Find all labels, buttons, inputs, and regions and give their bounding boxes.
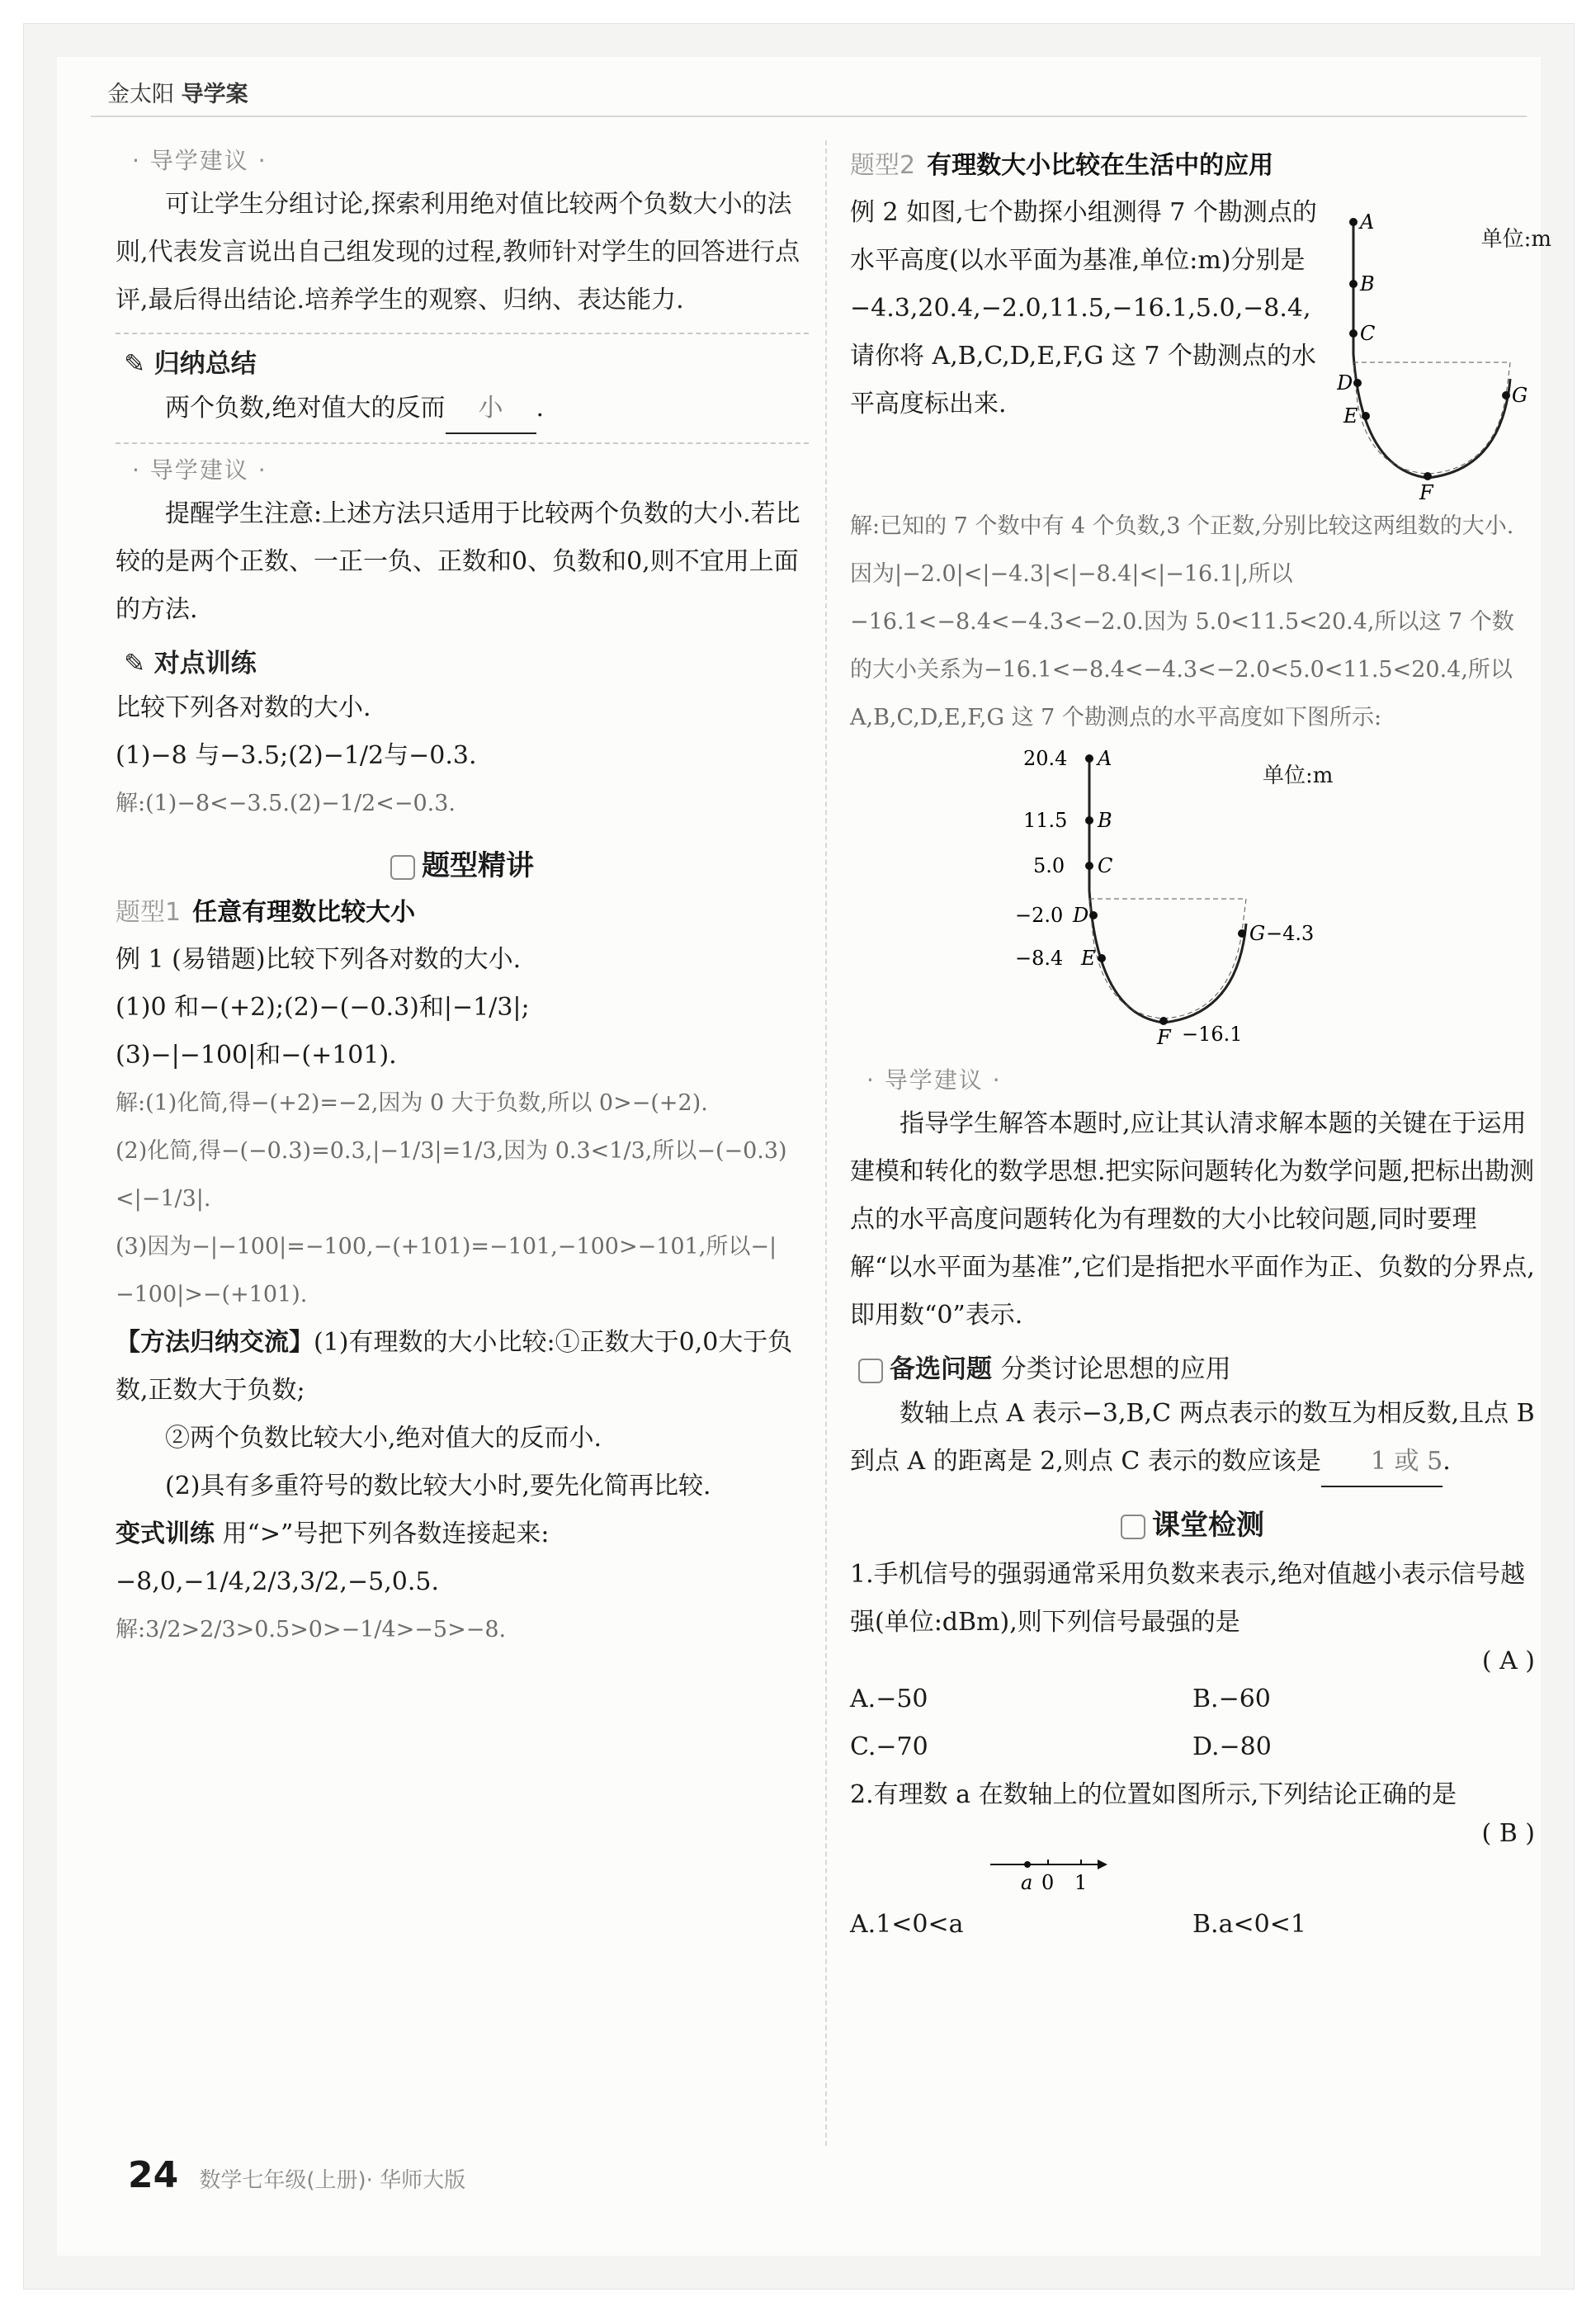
value-e: −8.4: [1015, 947, 1064, 970]
section-icon: [390, 855, 415, 880]
type1-heading: [116, 891, 809, 928]
point-a: [1349, 218, 1358, 226]
drill-solution: 解:(1)−8<−3.5.(2)−1/2<−0.3.: [116, 791, 456, 816]
terrain-curve: [1353, 222, 1510, 478]
question1-answer: ( A ): [1481, 1647, 1535, 1675]
point-c: [1349, 329, 1358, 338]
label-d: D: [1337, 371, 1353, 395]
drill-items: (1)−8 与−3.5;(2)−1/2与−0.3.: [116, 741, 477, 770]
variant-solution: 解:3/2>2/3>0.5>0>−1/4>−5>−8.: [116, 1617, 507, 1642]
type1-tag: 题型1: [116, 898, 182, 927]
tick-label-1: 1: [1074, 1871, 1088, 1894]
backup-question: 数轴上点 A 表示−3,B,C 两点表示的数互为相反数,且点 B 到点 A 的距离是 2,则点 C 表示的数应该是 1 或 5.: [850, 1390, 1535, 1487]
drill-heading: [124, 642, 809, 679]
option-a[interactable]: A.−50: [850, 1685, 928, 1713]
summary-sentence: 两个负数,绝对值大的反而: [165, 394, 446, 423]
drill-question: 比较下列各对数的大小.: [116, 693, 371, 722]
header-logo: [107, 76, 248, 108]
option-b[interactable]: B.−60: [1192, 1685, 1271, 1713]
suggestion-text: 可让学生分组讨论,探索利用绝对值比较两个负数大小的法则,代表发言说出自己组发现的过程,教师针对学生的回答进行点评,最后得出结论.培养学生的观察、归纳、表达能力.: [116, 190, 800, 314]
summary-text: 两个负数,绝对值大的反而 小 .: [165, 385, 809, 434]
footer-subtitle: 数学七年级(上册)· 华师大版: [199, 2168, 466, 2193]
axis-arrow: [1098, 1860, 1107, 1869]
suggestion-label: · 导学建议 ·: [132, 147, 267, 174]
example1-q3: (3)−|−100|和−(+101).: [116, 1041, 397, 1070]
value-c: 5.0: [1033, 854, 1065, 877]
figure2-unit: 单位:m: [1263, 763, 1334, 788]
variant-question: 用“>”号把下列各数连接起来:: [222, 1519, 550, 1548]
suggestion-label: · 导学建议 ·: [132, 456, 267, 484]
check-title: [850, 1502, 1535, 1543]
pencil-icon: ✎: [124, 649, 145, 678]
point2-g: [1238, 929, 1246, 938]
example2-block: [850, 189, 1551, 503]
figure1: [1337, 189, 1551, 503]
example2-text: 例 2 如图,七个勘探小组测得 7 个勘测点的水平高度(以水平面为基准,单位:m)分别是−4.3,20.4,−2.0,11.5,−16.1,5.0,−8.4,请你将 A,B,C,D,E,F,G 这 7 个勘测点的水平高度标出来.: [850, 198, 1317, 418]
option-b[interactable]: B.a<0<1: [1192, 1910, 1306, 1939]
point2-e: [1098, 954, 1106, 962]
water-region: [1353, 362, 1510, 474]
label-g: G: [1512, 384, 1528, 407]
brand-text: 金太阳: [107, 82, 174, 107]
label2-g: G: [1249, 922, 1266, 945]
backup-heading: [858, 1348, 1535, 1385]
tick-label-0: 0: [1041, 1871, 1055, 1894]
type2-tag: 题型2: [850, 151, 916, 180]
example1-sol3: (3)因为−|−100|=−100,−(+101)=−101,−100>−101,所以−|−100|>−(+101).: [116, 1234, 777, 1307]
example1-head: 例 1 (易错题)比较下列各对数的大小.: [116, 945, 522, 974]
page-header: [91, 51, 1527, 117]
backup-title: 备选问题: [890, 1354, 992, 1384]
label-e: E: [1343, 404, 1358, 428]
figure2-svg: [966, 742, 1428, 1056]
value-b: 11.5: [1023, 809, 1068, 832]
pencil-icon: ✎: [124, 349, 145, 379]
suggestion-text: 提醒学生注意:上述方法只适用于比较两个负数的大小.若比较的是两个正数、一正一负、正数和0、负数和0,则不宜用上面的方法.: [116, 499, 800, 624]
point2-f: [1159, 1017, 1168, 1025]
header-divider: [91, 116, 1527, 117]
option-d[interactable]: D.−80: [1192, 1732, 1272, 1761]
question2-options: [850, 1901, 1535, 1949]
tick-label-a: a: [1021, 1871, 1033, 1894]
label2-c: C: [1098, 854, 1113, 877]
example2-solution: 解:已知的 7 个数中有 4 个负数,3 个正数,分别比较这两组数的大小.因为|−2.0|<|−4.3|<|−8.4|<|−16.1|,所以−16.1<−8.4<−4.3<−2.0.因为 5.0<11.5<20.4,所以这 7 个数的大小关系为−16.1<−8.4<−4.3<−2.0<5.0<11.5<20.4,所以 A,B,C,D,E,F,G 这 7 个勘测点的水平高度如下图所示:: [850, 513, 1514, 730]
number-line: [850, 1848, 1535, 1897]
summary-title: 归纳总结: [153, 349, 257, 379]
figure1-unit: 单位:m: [1480, 227, 1551, 252]
dashed-rule: [116, 333, 809, 334]
variant-line: [116, 1510, 809, 1558]
point-d: [1353, 379, 1362, 387]
page-number: 24: [128, 2154, 179, 2196]
question2-answer: ( B ): [1481, 1819, 1535, 1848]
point-g: [1502, 391, 1510, 399]
header-title: 导学案: [181, 82, 248, 107]
example1-sol2: (2)化简,得−(−0.3)=0.3,|−1/3|=1/3,因为 0.3<1/3,所以−(−0.3)<|−1/3|.: [116, 1138, 787, 1212]
question1-options: [850, 1675, 1535, 1771]
value-f: −16.1: [1182, 1023, 1243, 1046]
tick-a: [1024, 1861, 1031, 1868]
type2-heading: [850, 144, 1535, 181]
question2: 2.有理数 a 在数轴上的位置如图所示,下列结论正确的是: [850, 1780, 1457, 1809]
label-b: B: [1360, 272, 1375, 295]
suggestion-text: 指导学生解答本题时,应让其认清求解本题的关键在于运用建模和转化的数学思想.把实际问题转化为数学问题,把标出勘测点的水平高度问题转化为有理数的大小比较问题,同时要理解“以水平面为基准”,它们是指把水平面作为正、负数的分界点,即用数“0”表示.: [850, 1109, 1535, 1330]
backup-icon: [858, 1359, 883, 1383]
method-para1: [116, 1319, 809, 1415]
label2-e: E: [1081, 947, 1096, 970]
value-d: −2.0: [1015, 904, 1064, 927]
method-text1: (1)有理数的大小比较:①正数大于0,0大于负数,正数大于负数;: [116, 1328, 793, 1405]
terrain-curve-2: [1089, 759, 1246, 1023]
suggestion-label: · 导学建议 ·: [866, 1066, 1002, 1094]
example1-sol1: 解:(1)化简,得−(+2)=−2,因为 0 大于负数,所以 0>−(+2).: [116, 1090, 708, 1116]
backup-subtitle: 分类讨论思想的应用: [1000, 1354, 1231, 1384]
label-f: F: [1419, 481, 1433, 503]
summary-heading: [124, 343, 809, 380]
label-a: A: [1360, 210, 1375, 234]
check-title-text: 课堂检测: [1152, 1509, 1264, 1542]
method-label: 【方法归纳交流】: [116, 1328, 314, 1357]
right-column: [850, 136, 1551, 1949]
point2-d: [1089, 911, 1098, 919]
dashed-rule: [116, 442, 809, 444]
method-text3: (2)具有多重符号的数比较大小时,要先化简再比较.: [165, 1472, 711, 1500]
check-icon: [1121, 1515, 1145, 1539]
figure2: [850, 742, 1535, 1056]
variant-numbers: −8,0,−1/4,2/3,3/2,−5,0.5.: [116, 1567, 439, 1596]
label2-a: A: [1098, 747, 1112, 770]
label-c: C: [1360, 322, 1376, 345]
type2-title: 有理数大小比较在生活中的应用: [927, 151, 1274, 180]
backup-answer: 1 或 5: [1321, 1438, 1443, 1487]
point-e: [1362, 412, 1370, 420]
point-b: [1349, 280, 1358, 288]
section-title: [116, 843, 809, 883]
value-g: −4.3: [1266, 922, 1315, 945]
label2-b: B: [1098, 809, 1112, 832]
option-a[interactable]: A.1<0<a: [850, 1910, 964, 1939]
drill-title: 对点训练: [153, 649, 257, 678]
question1: 1.手机信号的强弱通常采用负数来表示,绝对值越小表示信号越强(单位:dBm),则下列信号最强的是: [850, 1560, 1526, 1637]
backup-text: 数轴上点 A 表示−3,B,C 两点表示的数互为相反数,且点 B 到点 A 的距离是 2,则点 C 表示的数应该是: [850, 1399, 1535, 1476]
page-footer: [128, 2154, 465, 2196]
point-f: [1424, 472, 1432, 480]
water-region-2: [1089, 899, 1246, 1018]
left-column: [116, 136, 809, 1654]
option-c[interactable]: C.−70: [850, 1732, 928, 1761]
type1-title: 任意有理数比较大小: [192, 898, 416, 927]
value-a: 20.4: [1023, 747, 1068, 770]
point2-a: [1085, 754, 1093, 763]
variant-label: 变式训练: [116, 1519, 215, 1548]
point2-c: [1085, 862, 1093, 870]
label2-f: F: [1157, 1026, 1171, 1049]
example1-q1: (1)0 和−(+2);(2)−(−0.3)和|−1/3|;: [116, 993, 530, 1022]
point2-b: [1085, 816, 1093, 825]
label2-d: D: [1073, 904, 1089, 927]
section-title-text: 题型精讲: [422, 849, 534, 882]
summary-answer: 小: [446, 385, 536, 434]
method-text2: ②两个负数比较大小,绝对值大的反而小.: [165, 1424, 602, 1453]
column-divider: [825, 140, 827, 2146]
